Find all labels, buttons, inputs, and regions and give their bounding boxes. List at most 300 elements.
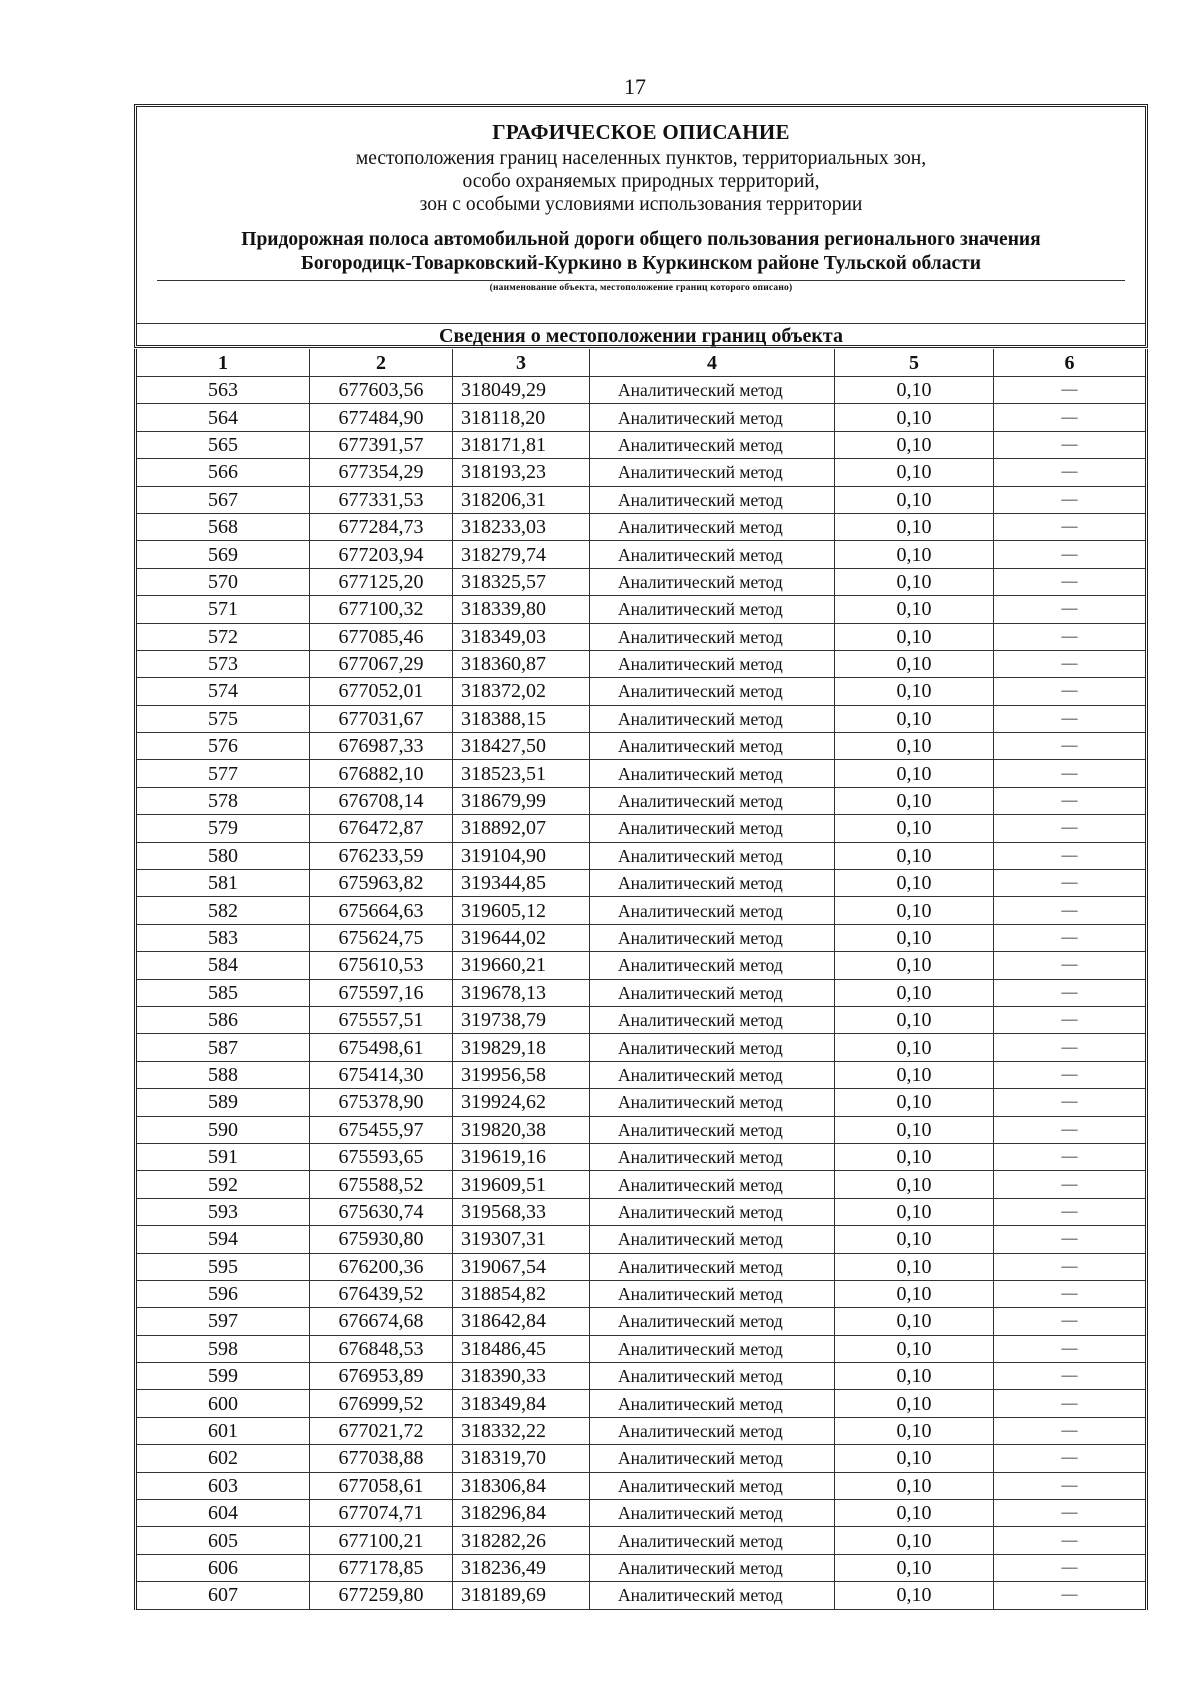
y-coordinate-cell: 318306,84: [453, 1472, 590, 1499]
method-cell: Аналитический метод: [590, 1417, 835, 1444]
accuracy-cell: 0,10: [835, 1171, 994, 1198]
method-cell: Аналитический метод: [590, 486, 835, 513]
method-cell: Аналитический метод: [590, 897, 835, 924]
table-row: [136, 1171, 1147, 1198]
x-coordinate-cell: 677284,73: [310, 513, 453, 540]
x-coordinate-cell: 677484,90: [310, 404, 453, 431]
table-row: [136, 513, 1147, 540]
description-cell: —: [994, 1061, 1147, 1088]
description-cell: —: [994, 1582, 1147, 1609]
description-cell: —: [994, 1198, 1147, 1225]
description-cell: —: [994, 404, 1147, 431]
y-coordinate-cell: 318679,99: [453, 787, 590, 814]
point-number-cell: 602: [136, 1445, 310, 1472]
x-coordinate-cell: 677100,32: [310, 596, 453, 623]
accuracy-cell: 0,10: [835, 541, 994, 568]
description-cell: —: [994, 1335, 1147, 1362]
x-coordinate-cell: 677052,01: [310, 678, 453, 705]
method-cell: Аналитический метод: [590, 760, 835, 787]
table-row: [136, 1253, 1147, 1280]
accuracy-cell: 0,10: [835, 897, 994, 924]
y-coordinate-cell: 318206,31: [453, 486, 590, 513]
y-coordinate-cell: 318279,74: [453, 541, 590, 568]
section-divider: [137, 323, 1145, 324]
x-coordinate-cell: 676200,36: [310, 1253, 453, 1280]
x-coordinate-cell: 677058,61: [310, 1472, 453, 1499]
description-cell: —: [994, 1554, 1147, 1581]
point-number-cell: 594: [136, 1226, 310, 1253]
x-coordinate-cell: 676233,59: [310, 842, 453, 869]
y-coordinate-cell: 319605,12: [453, 897, 590, 924]
method-cell: Аналитический метод: [590, 404, 835, 431]
table-row: [136, 1308, 1147, 1335]
coordinates-table: [134, 349, 1148, 1610]
table-row: [136, 815, 1147, 842]
accuracy-cell: 0,10: [835, 1527, 994, 1554]
y-coordinate-cell: 318854,82: [453, 1280, 590, 1307]
table-row: [136, 979, 1147, 1006]
description-cell: —: [994, 733, 1147, 760]
y-coordinate-cell: 319568,33: [453, 1198, 590, 1225]
accuracy-cell: 0,10: [835, 431, 994, 458]
table-row: [136, 678, 1147, 705]
point-number-cell: 606: [136, 1554, 310, 1581]
description-cell: —: [994, 870, 1147, 897]
x-coordinate-cell: 677074,71: [310, 1500, 453, 1527]
y-coordinate-cell: 319660,21: [453, 952, 590, 979]
method-cell: Аналитический метод: [590, 787, 835, 814]
x-coordinate-cell: 677259,80: [310, 1582, 453, 1609]
description-cell: —: [994, 377, 1147, 404]
table-row: [136, 1006, 1147, 1033]
method-cell: Аналитический метод: [590, 1143, 835, 1170]
table-row: [136, 842, 1147, 869]
table-row: [136, 1445, 1147, 1472]
method-cell: Аналитический метод: [590, 431, 835, 458]
y-coordinate-cell: 318349,03: [453, 623, 590, 650]
method-cell: Аналитический метод: [590, 541, 835, 568]
method-cell: Аналитический метод: [590, 870, 835, 897]
description-cell: —: [994, 705, 1147, 732]
y-coordinate-cell: 319104,90: [453, 842, 590, 869]
point-number-cell: 581: [136, 870, 310, 897]
object-name-line: Богородицк-Товарковский-Куркино в Куркинском районе Тульской области: [301, 253, 981, 274]
accuracy-cell: 0,10: [835, 596, 994, 623]
point-number-cell: 600: [136, 1390, 310, 1417]
description-cell: —: [994, 486, 1147, 513]
method-cell: Аналитический метод: [590, 1445, 835, 1472]
accuracy-cell: 0,10: [835, 1554, 994, 1581]
accuracy-cell: 0,10: [835, 842, 994, 869]
method-cell: Аналитический метод: [590, 1280, 835, 1307]
section-title: Сведения о местоположении границ объекта: [439, 325, 843, 347]
description-cell: —: [994, 1500, 1147, 1527]
accuracy-cell: 0,10: [835, 1417, 994, 1444]
x-coordinate-cell: 677178,85: [310, 1554, 453, 1581]
description-cell: —: [994, 842, 1147, 869]
table-row: [136, 1280, 1147, 1307]
x-coordinate-cell: 676882,10: [310, 760, 453, 787]
x-coordinate-cell: 676439,52: [310, 1280, 453, 1307]
y-coordinate-cell: 318388,15: [453, 705, 590, 732]
point-number-cell: 588: [136, 1061, 310, 1088]
description-cell: —: [994, 1253, 1147, 1280]
description-cell: —: [994, 979, 1147, 1006]
method-cell: Аналитический метод: [590, 1554, 835, 1581]
method-cell: Аналитический метод: [590, 1500, 835, 1527]
column-header: 4: [590, 349, 835, 377]
point-number-cell: 583: [136, 924, 310, 951]
y-coordinate-cell: 319956,58: [453, 1061, 590, 1088]
y-coordinate-cell: 318233,03: [453, 513, 590, 540]
point-number-cell: 599: [136, 1363, 310, 1390]
accuracy-cell: 0,10: [835, 1280, 994, 1307]
y-coordinate-cell: 318049,29: [453, 377, 590, 404]
method-cell: Аналитический метод: [590, 1253, 835, 1280]
y-coordinate-cell: 318427,50: [453, 733, 590, 760]
accuracy-cell: 0,10: [835, 513, 994, 540]
method-cell: Аналитический метод: [590, 1198, 835, 1225]
method-cell: Аналитический метод: [590, 1061, 835, 1088]
point-number-cell: 570: [136, 568, 310, 595]
y-coordinate-cell: 319678,13: [453, 979, 590, 1006]
accuracy-cell: 0,10: [835, 1143, 994, 1170]
x-coordinate-cell: 677085,46: [310, 623, 453, 650]
table-row: [136, 486, 1147, 513]
description-cell: —: [994, 1171, 1147, 1198]
description-cell: —: [994, 623, 1147, 650]
point-number-cell: 568: [136, 513, 310, 540]
table-row: [136, 1582, 1147, 1609]
description-cell: —: [994, 1308, 1147, 1335]
x-coordinate-cell: 677100,21: [310, 1527, 453, 1554]
description-cell: —: [994, 678, 1147, 705]
point-number-cell: 596: [136, 1280, 310, 1307]
description-cell: —: [994, 924, 1147, 951]
table-row: [136, 870, 1147, 897]
table-row: [136, 924, 1147, 951]
column-header: 2: [310, 349, 453, 377]
y-coordinate-cell: 319924,62: [453, 1089, 590, 1116]
coordinates-table-container: [134, 349, 1148, 1610]
table-row: [136, 1554, 1147, 1581]
point-number-cell: 564: [136, 404, 310, 431]
x-coordinate-cell: 675597,16: [310, 979, 453, 1006]
accuracy-cell: 0,10: [835, 815, 994, 842]
description-cell: —: [994, 1116, 1147, 1143]
method-cell: Аналитический метод: [590, 1335, 835, 1362]
method-cell: Аналитический метод: [590, 815, 835, 842]
y-coordinate-cell: 318282,26: [453, 1527, 590, 1554]
method-cell: Аналитический метод: [590, 1390, 835, 1417]
accuracy-cell: 0,10: [835, 568, 994, 595]
table-row: [136, 1390, 1147, 1417]
table-row: [136, 1500, 1147, 1527]
accuracy-cell: 0,10: [835, 733, 994, 760]
accuracy-cell: 0,10: [835, 623, 994, 650]
method-cell: Аналитический метод: [590, 623, 835, 650]
method-cell: Аналитический метод: [590, 1089, 835, 1116]
description-cell: —: [994, 1280, 1147, 1307]
point-number-cell: 592: [136, 1171, 310, 1198]
accuracy-cell: 0,10: [835, 1582, 994, 1609]
description-cell: —: [994, 1472, 1147, 1499]
x-coordinate-cell: 676708,14: [310, 787, 453, 814]
method-cell: Аналитический метод: [590, 1226, 835, 1253]
table-row: [136, 1226, 1147, 1253]
method-cell: Аналитический метод: [590, 1472, 835, 1499]
object-name-underline: [157, 280, 1125, 281]
description-cell: —: [994, 513, 1147, 540]
table-row: [136, 897, 1147, 924]
y-coordinate-cell: 318892,07: [453, 815, 590, 842]
table-row: [136, 1034, 1147, 1061]
point-number-cell: 603: [136, 1472, 310, 1499]
y-coordinate-cell: 319619,16: [453, 1143, 590, 1170]
description-cell: —: [994, 650, 1147, 677]
accuracy-cell: 0,10: [835, 952, 994, 979]
table-row: [136, 541, 1147, 568]
accuracy-cell: 0,10: [835, 678, 994, 705]
x-coordinate-cell: 677031,67: [310, 705, 453, 732]
accuracy-cell: 0,10: [835, 705, 994, 732]
table-row: [136, 1198, 1147, 1225]
x-coordinate-cell: 675593,65: [310, 1143, 453, 1170]
y-coordinate-cell: 319644,02: [453, 924, 590, 951]
point-number-cell: 587: [136, 1034, 310, 1061]
accuracy-cell: 0,10: [835, 650, 994, 677]
method-cell: Аналитический метод: [590, 377, 835, 404]
accuracy-cell: 0,10: [835, 1061, 994, 1088]
accuracy-cell: 0,10: [835, 787, 994, 814]
table-row: [136, 760, 1147, 787]
description-cell: —: [994, 1006, 1147, 1033]
y-coordinate-cell: 318360,87: [453, 650, 590, 677]
x-coordinate-cell: 675498,61: [310, 1034, 453, 1061]
table-row: [136, 705, 1147, 732]
accuracy-cell: 0,10: [835, 1363, 994, 1390]
x-coordinate-cell: 676987,33: [310, 733, 453, 760]
y-coordinate-cell: 318193,23: [453, 459, 590, 486]
accuracy-cell: 0,10: [835, 1445, 994, 1472]
x-coordinate-cell: 676848,53: [310, 1335, 453, 1362]
table-row: [136, 1143, 1147, 1170]
x-coordinate-cell: 675624,75: [310, 924, 453, 951]
table-row: [136, 1527, 1147, 1554]
document-subtitle: [137, 147, 1145, 216]
table-row: [136, 596, 1147, 623]
point-number-cell: 585: [136, 979, 310, 1006]
point-number-cell: 573: [136, 650, 310, 677]
method-cell: Аналитический метод: [590, 952, 835, 979]
y-coordinate-cell: 318319,70: [453, 1445, 590, 1472]
accuracy-cell: 0,10: [835, 459, 994, 486]
method-cell: Аналитический метод: [590, 842, 835, 869]
x-coordinate-cell: 677067,29: [310, 650, 453, 677]
y-coordinate-cell: 318296,84: [453, 1500, 590, 1527]
description-cell: —: [994, 541, 1147, 568]
description-cell: —: [994, 568, 1147, 595]
description-cell: —: [994, 1363, 1147, 1390]
accuracy-cell: 0,10: [835, 870, 994, 897]
subtitle-line: местоположения границ населенных пунктов, территориальных зон,: [355, 148, 927, 169]
table-row: [136, 1417, 1147, 1444]
y-coordinate-cell: 319609,51: [453, 1171, 590, 1198]
x-coordinate-cell: 675610,53: [310, 952, 453, 979]
x-coordinate-cell: 675414,30: [310, 1061, 453, 1088]
table-row: [136, 431, 1147, 458]
accuracy-cell: 0,10: [835, 404, 994, 431]
accuracy-cell: 0,10: [835, 1253, 994, 1280]
point-number-cell: 566: [136, 459, 310, 486]
x-coordinate-cell: 675455,97: [310, 1116, 453, 1143]
y-coordinate-cell: 318325,57: [453, 568, 590, 595]
method-cell: Аналитический метод: [590, 1527, 835, 1554]
point-number-cell: 571: [136, 596, 310, 623]
description-cell: —: [994, 1527, 1147, 1554]
column-header: 5: [835, 349, 994, 377]
point-number-cell: 569: [136, 541, 310, 568]
table-body: [136, 377, 1147, 1610]
point-number-cell: 589: [136, 1089, 310, 1116]
subtitle-line: особо охраняемых природных территорий,: [462, 171, 820, 192]
point-number-cell: 579: [136, 815, 310, 842]
table-header-row: [136, 349, 1147, 377]
subtitle-line: зон с особыми условиями использования территории: [419, 194, 863, 215]
y-coordinate-cell: 319738,79: [453, 1006, 590, 1033]
table-row: [136, 1335, 1147, 1362]
method-cell: Аналитический метод: [590, 705, 835, 732]
description-cell: —: [994, 1226, 1147, 1253]
point-number-cell: 576: [136, 733, 310, 760]
y-coordinate-cell: 318236,49: [453, 1554, 590, 1581]
accuracy-cell: 0,10: [835, 760, 994, 787]
method-cell: Аналитический метод: [590, 979, 835, 1006]
y-coordinate-cell: 318339,80: [453, 596, 590, 623]
point-number-cell: 575: [136, 705, 310, 732]
description-cell: —: [994, 1089, 1147, 1116]
accuracy-cell: 0,10: [835, 1089, 994, 1116]
table-row: [136, 1089, 1147, 1116]
y-coordinate-cell: 319067,54: [453, 1253, 590, 1280]
y-coordinate-cell: 319820,38: [453, 1116, 590, 1143]
y-coordinate-cell: 318171,81: [453, 431, 590, 458]
method-cell: Аналитический метод: [590, 1171, 835, 1198]
table-row: [136, 650, 1147, 677]
description-cell: —: [994, 952, 1147, 979]
accuracy-cell: 0,10: [835, 1335, 994, 1362]
x-coordinate-cell: 675664,63: [310, 897, 453, 924]
method-cell: Аналитический метод: [590, 678, 835, 705]
method-cell: Аналитический метод: [590, 568, 835, 595]
point-number-cell: 563: [136, 377, 310, 404]
table-row: [136, 952, 1147, 979]
y-coordinate-cell: 319307,31: [453, 1226, 590, 1253]
description-cell: —: [994, 431, 1147, 458]
point-number-cell: 595: [136, 1253, 310, 1280]
method-cell: Аналитический метод: [590, 1308, 835, 1335]
table-row: [136, 1363, 1147, 1390]
y-coordinate-cell: 318390,33: [453, 1363, 590, 1390]
document-header: [134, 104, 1148, 348]
x-coordinate-cell: 675630,74: [310, 1198, 453, 1225]
method-cell: Аналитический метод: [590, 1034, 835, 1061]
table-row: [136, 733, 1147, 760]
description-cell: —: [994, 1417, 1147, 1444]
accuracy-cell: 0,10: [835, 1472, 994, 1499]
y-coordinate-cell: 318349,84: [453, 1390, 590, 1417]
accuracy-cell: 0,10: [835, 1390, 994, 1417]
method-cell: Аналитический метод: [590, 1116, 835, 1143]
accuracy-cell: 0,10: [835, 486, 994, 513]
description-cell: —: [994, 1390, 1147, 1417]
y-coordinate-cell: 318486,45: [453, 1335, 590, 1362]
table-row: [136, 1061, 1147, 1088]
accuracy-cell: 0,10: [835, 377, 994, 404]
y-coordinate-cell: 319344,85: [453, 870, 590, 897]
x-coordinate-cell: 676953,89: [310, 1363, 453, 1390]
method-cell: Аналитический метод: [590, 596, 835, 623]
accuracy-cell: 0,10: [835, 1226, 994, 1253]
description-cell: —: [994, 815, 1147, 842]
x-coordinate-cell: 677603,56: [310, 377, 453, 404]
column-header: 6: [994, 349, 1147, 377]
x-coordinate-cell: 676674,68: [310, 1308, 453, 1335]
method-cell: Аналитический метод: [590, 1363, 835, 1390]
description-cell: —: [994, 897, 1147, 924]
method-cell: Аналитический метод: [590, 924, 835, 951]
x-coordinate-cell: 677038,88: [310, 1445, 453, 1472]
accuracy-cell: 0,10: [835, 1500, 994, 1527]
accuracy-cell: 0,10: [835, 924, 994, 951]
column-header: 3: [453, 349, 590, 377]
table-row: [136, 787, 1147, 814]
point-number-cell: 591: [136, 1143, 310, 1170]
x-coordinate-cell: 676999,52: [310, 1390, 453, 1417]
description-cell: —: [994, 760, 1147, 787]
description-cell: —: [994, 459, 1147, 486]
table-row: [136, 568, 1147, 595]
point-number-cell: 604: [136, 1500, 310, 1527]
x-coordinate-cell: 675930,80: [310, 1226, 453, 1253]
accuracy-cell: 0,10: [835, 979, 994, 1006]
object-name-line: Придорожная полоса автомобильной дороги общего пользования регионального значения: [241, 229, 1041, 250]
y-coordinate-cell: 318118,20: [453, 404, 590, 431]
y-coordinate-cell: 318642,84: [453, 1308, 590, 1335]
x-coordinate-cell: 675378,90: [310, 1089, 453, 1116]
point-number-cell: 578: [136, 787, 310, 814]
object-name: [137, 228, 1145, 276]
point-number-cell: 574: [136, 678, 310, 705]
document-title: ГРАФИЧЕСКОЕ ОПИСАНИЕ: [492, 120, 790, 144]
x-coordinate-cell: 677203,94: [310, 541, 453, 568]
point-number-cell: 597: [136, 1308, 310, 1335]
x-coordinate-cell: 675588,52: [310, 1171, 453, 1198]
point-number-cell: 584: [136, 952, 310, 979]
point-number-cell: 598: [136, 1335, 310, 1362]
y-coordinate-cell: 319829,18: [453, 1034, 590, 1061]
page-number: 17: [624, 74, 646, 99]
accuracy-cell: 0,10: [835, 1006, 994, 1033]
point-number-cell: 582: [136, 897, 310, 924]
method-cell: Аналитический метод: [590, 459, 835, 486]
accuracy-cell: 0,10: [835, 1034, 994, 1061]
column-header: 1: [136, 349, 310, 377]
x-coordinate-cell: 677354,29: [310, 459, 453, 486]
method-cell: Аналитический метод: [590, 513, 835, 540]
method-cell: Аналитический метод: [590, 1006, 835, 1033]
description-cell: —: [994, 787, 1147, 814]
